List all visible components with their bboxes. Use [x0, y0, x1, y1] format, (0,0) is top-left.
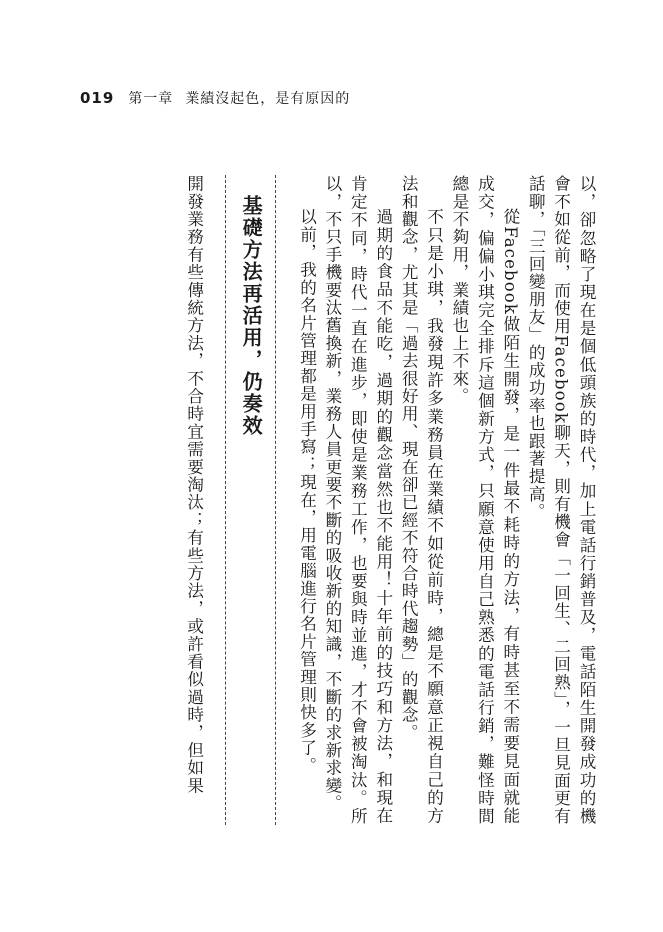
paragraph: 過期的食品不能吃，過期的觀念當然也不能用！十年前的技巧和方法，和現在肯定不同，時代一直在進步，即使是業務工作，也要與時並進，才不會被淘汰。所以，不只手機要汰舊換新，業務人員更要不斷的吸收新的知識，不斷的求新求變。: [322, 175, 393, 825]
vertical-body-text: [181, 175, 599, 825]
page-number: 019: [80, 89, 115, 107]
paragraph: 以，卻忽略了現在是個低頭族的時代，加上電話行銷普及，電話陌生開發成功的機會不如從前，而使用Facebook聊天，則有機會「一回生、二回熟」，一旦見面更有話聊，「三回變朋友」的成功率也跟著提高。: [526, 175, 596, 825]
section-heading: 基礎方法再活用，仍奏效: [225, 175, 276, 825]
paragraph: 以前，我的名片管理都是用手寫；現在，用電腦進行名片管理則快多了。: [297, 208, 317, 775]
chapter-title: 業績沒起色，是有原因的: [185, 91, 351, 107]
paragraph: 不只是小琪，我發現許多業務員在業績不如從前時，總是不願意正視自己的方法和觀念，尤其是「過去很好用、現在卻已經不符合時代趨勢」的觀念。: [399, 175, 444, 825]
paragraph: 從Facebook做陌生開發，是一件最不耗時的方法，有時甚至不需要見面就能成交，偏偏小琪完全排斥這個新方式，只願意使用自己熟悉的電話行銷，難怪時間總是不夠用，業績也上不來。: [449, 175, 520, 825]
running-header: [80, 89, 350, 108]
paragraph: 開發業務有些傳統方法，不合時宜需要淘汰；有些方法，或許看似過時，但如果: [184, 175, 204, 795]
chapter-label: 第一章: [128, 91, 174, 107]
